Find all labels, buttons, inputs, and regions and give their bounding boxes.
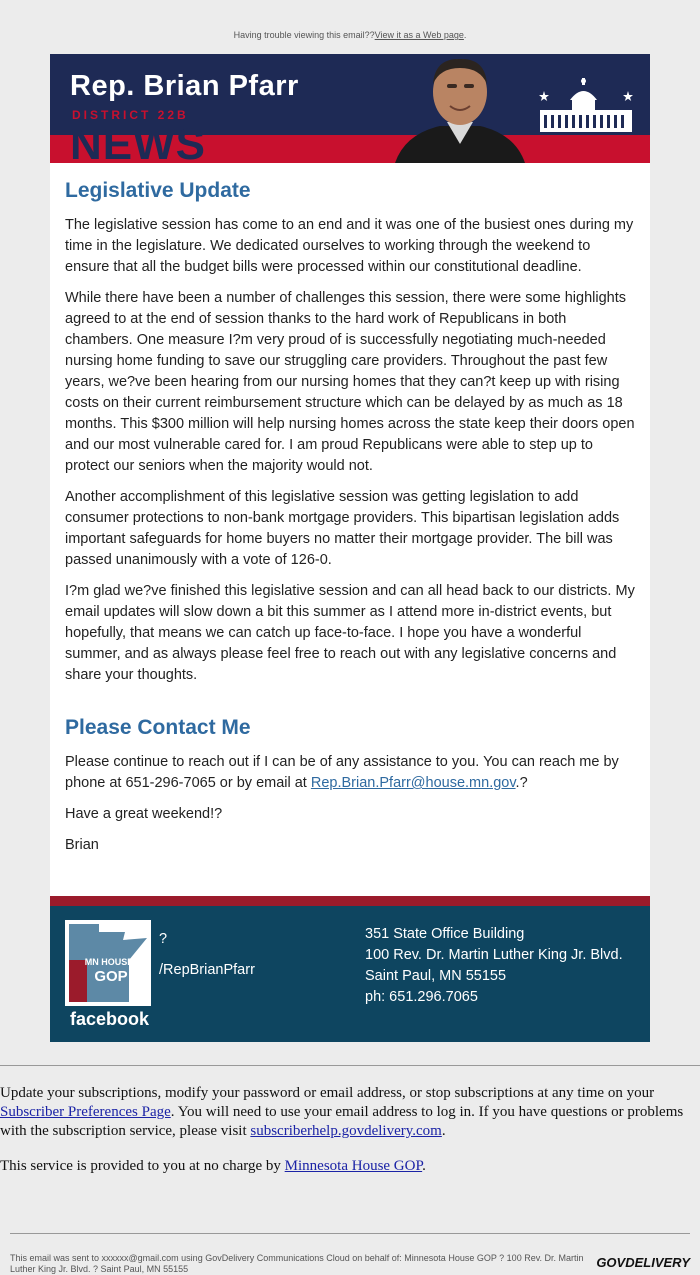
footer-block: [50, 906, 650, 1042]
subscription-preferences: [0, 1084, 700, 1192]
footer-red-strip: [50, 896, 650, 906]
contact-text-end: .?: [515, 775, 528, 791]
logo-text-top: MN HOUSE: [84, 957, 134, 967]
subscriber-preferences-link[interactable]: Subscriber Preferences Page: [0, 1104, 171, 1120]
bottom-divider: [10, 1233, 690, 1234]
article-body: [50, 163, 650, 872]
prefs-text: Update your subscriptions, modify your password or email address, or stop subscriptions at any time on your: [0, 1085, 655, 1101]
prefs-text: . You will need to use your email address to log in. If you have questions or problems with the subscription service, please visit: [0, 1104, 684, 1139]
email-link[interactable]: Rep.Brian.Pfarr@house.mn.gov: [310, 775, 516, 791]
news-wordmark: NEWS: [70, 120, 206, 163]
mn-house-gop-logo[interactable]: [65, 920, 151, 1006]
logo-text-bottom: GOP: [94, 968, 128, 985]
signature: Brian: [65, 837, 99, 853]
minnesota-house-gop-link[interactable]: Minnesota House GOP: [284, 1158, 423, 1174]
contact-heading: Please Contact Me: [65, 716, 251, 739]
closing-line: Have a great weekend!?: [65, 806, 223, 822]
govdelivery-logo[interactable]: GOVDELIVERY: [596, 1255, 690, 1270]
capitol-icon: [538, 78, 634, 134]
subscriber-help-link[interactable]: subscriberhelp.govdelivery.com: [250, 1123, 442, 1139]
update-paragraph: The legislative session has come to an end and it was one of the busiest ones during my time in the legislature. We dedicated ourselves to working through the weekend to ensure that all the budget bills were processed within our constitutional deadline.: [65, 217, 634, 275]
social-block: [159, 924, 255, 986]
phone-line: ph: 651.296.7065: [365, 989, 478, 1005]
service-paragraph: [0, 1157, 700, 1176]
update-heading: Legislative Update: [65, 179, 251, 202]
prefs-paragraph: [0, 1084, 700, 1141]
newsletter-card: [50, 54, 650, 1042]
address-line: 100 Rev. Dr. Martin Luther King Jr. Blvd.: [365, 947, 623, 963]
district-label: DISTRICT 22B: [72, 108, 189, 122]
contact-paragraph: [65, 752, 635, 794]
facebook-label[interactable]: facebook: [70, 1009, 150, 1029]
update-paragraph: Another accomplishment of this legislative session was getting legislation to add consumer protections to non-bank mortgage providers. This bipartisan legislation adds important safeguards for home buyers no matter their mortgage provider. The bill was passed unanimously with a vote of 126-0.: [65, 489, 620, 568]
prefs-text: .: [441, 1123, 446, 1139]
update-paragraph: I?m glad we?ve finished this legislative session and can all head back to our districts. My email updates will slow down a bit this summer as I attend more in-district events, but hopefully, that means we can catch up face-to-face. I hope you have a wonderful summer, and as always please feel free to reach out with any legislative concerns and share your thoughts.: [65, 583, 635, 683]
address-line: Saint Paul, MN 55155: [365, 968, 507, 984]
header-banner: [50, 54, 650, 163]
social-mark: ?: [159, 931, 168, 947]
update-paragraph: While there have been a number of challenges this session, there were some highlights agreed to at the end of session thanks to the hard work of Republicans in both chambers. One measure I?m very proud of is successfully negotiating much-needed nursing home funding to save our struggling care providers. Throughout the past few years, we?ve been hearing from our nursing homes that they can?t keep up with rising costs on their current reimbursement structure which can be delayed by as much as 18 months. This $300 million will help nursing homes across the state keep their doors open and our most vulnerable cared for. I am proud Republicans were able to step up to protect our seniors when the majority would not.: [65, 290, 635, 474]
view-online-bar: [0, 30, 700, 40]
trouble-text: Having trouble viewing this email??: [233, 30, 375, 40]
sent-to-notice: This email was sent to xxxxxx@gmail.com using GovDelivery Communications Cloud on behalf of: Minnesota House GOP ? 100 Rev. Dr. Martin Luther King Jr. Blvd. ? Saint Paul, MN 55155: [10, 1253, 584, 1274]
office-address: [365, 924, 623, 1008]
facebook-handle-link[interactable]: /RepBrianPfarr: [159, 962, 255, 978]
contact-section: [65, 716, 635, 856]
contact-text: Please continue to reach out if I can be of any assistance to you. You can reach me by phone at 651-296-7065 or by email at: [65, 754, 619, 791]
rep-name: Rep. Brian Pfarr: [70, 70, 299, 102]
portrait-photo: [385, 54, 535, 163]
section-divider: [0, 1065, 700, 1066]
service-text: .: [422, 1158, 426, 1174]
service-text: This service is provided to you at no charge by: [0, 1158, 285, 1174]
address-line: 351 State Office Building: [365, 926, 525, 942]
trouble-suffix: .: [463, 30, 467, 40]
web-page-link[interactable]: View it as a Web page: [374, 30, 464, 40]
